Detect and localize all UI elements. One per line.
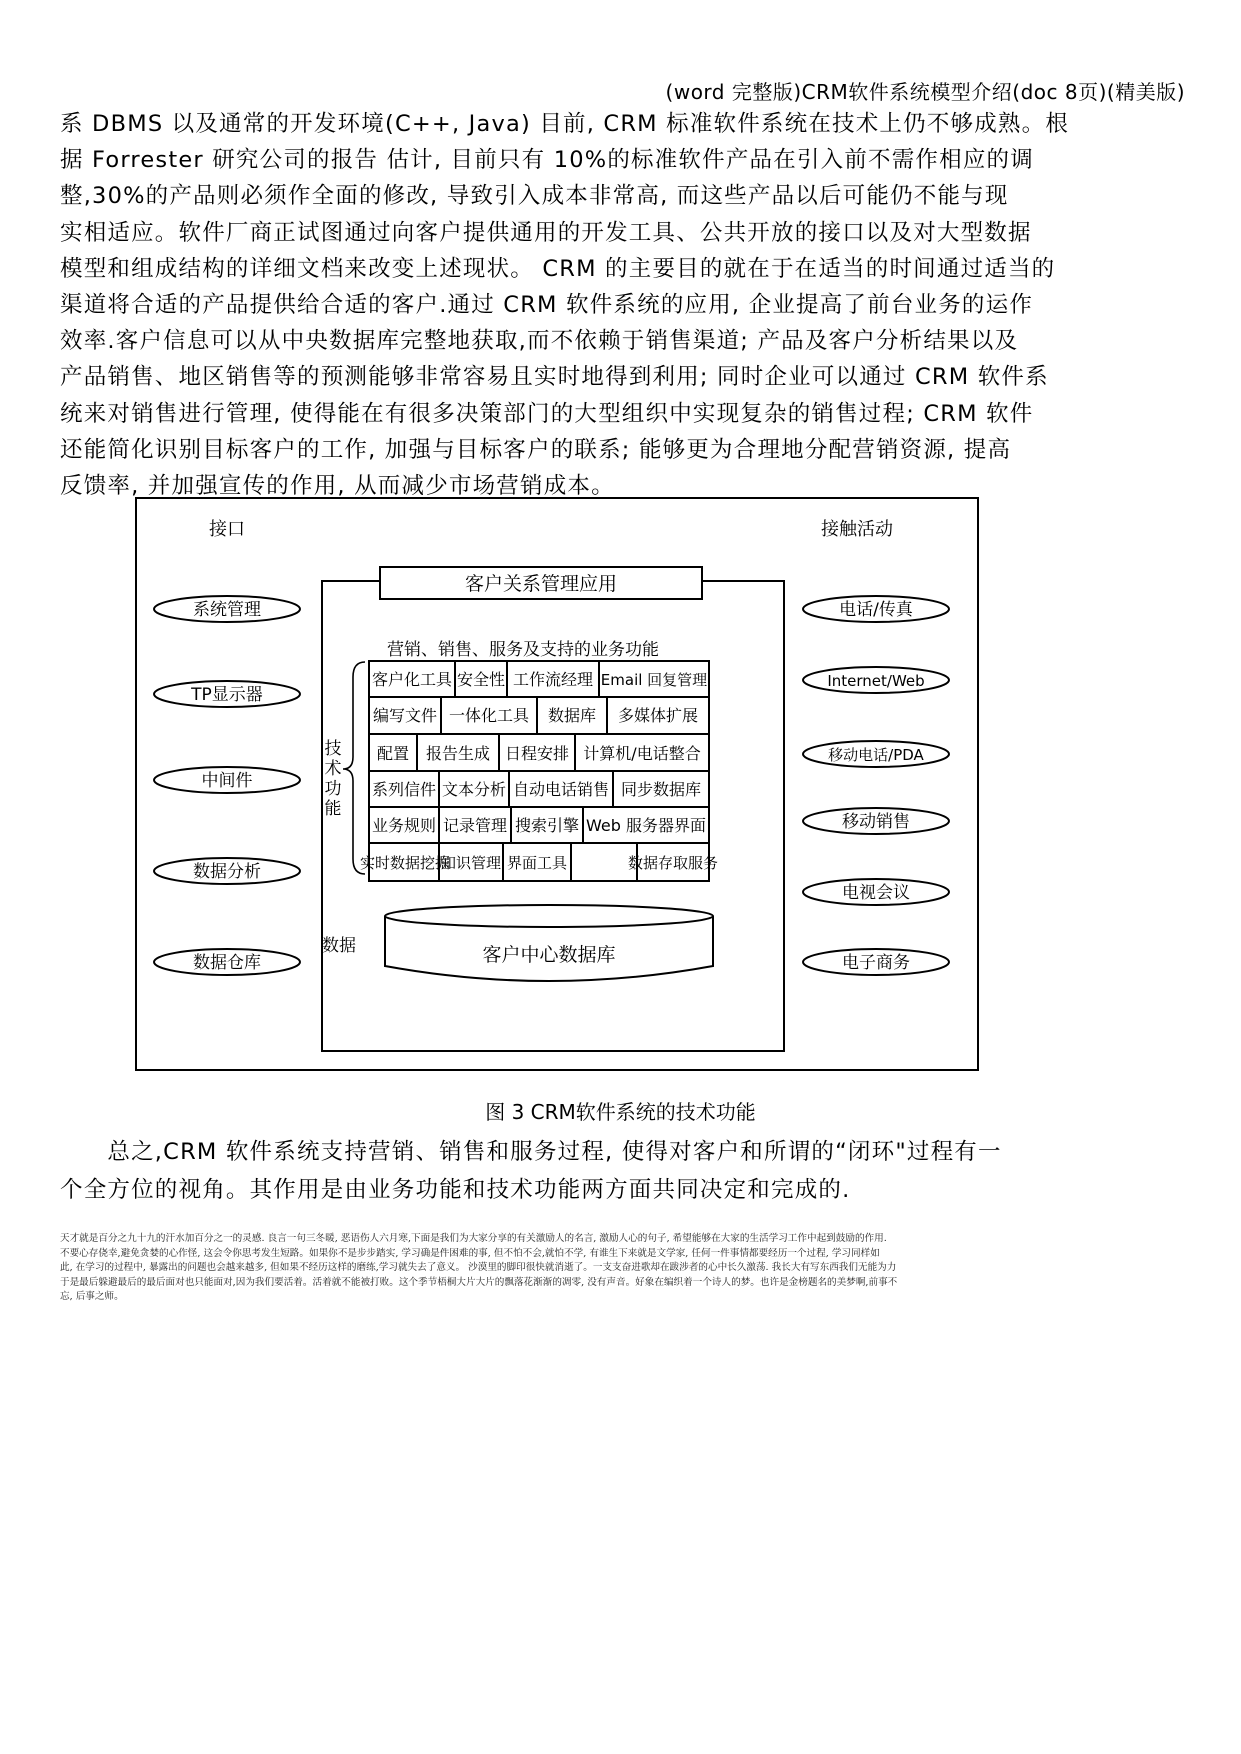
footer-line: 此, 在学习的过程中, 暴露出的问题也会越来越多, 但如果不经历这样的磨练,学习就失去了意义。 沙漠里的脚印很快就消逝了。一支支奋进歌却在跋涉者的心中长久激荡. 我长大有写东西我们无能为力 [60,1262,897,1274]
right-items [803,596,949,975]
data-label: 数据 [322,936,356,956]
tech-function-char: 术 [324,759,342,779]
grid-cell: 知识管理 [440,854,502,872]
grid-cell: 界面工具 [506,854,568,872]
interface-item [154,681,300,707]
text-line: 据 Forrester 研究公司的报告 估计, 目前只有 10%的标准软件产品在引入前不需作相应的调 [60,147,1034,174]
left-items [154,596,300,975]
contact-item-label: Internet/Web [827,672,925,690]
interface-item-label: 中间件 [201,771,253,791]
grid-cell: Email 回复管理 [600,671,708,689]
text-line: 统来对销售进行管理, 使得能在有很多决策部门的大型组织中实现复杂的销售过程; CRM 软件 [60,400,1034,427]
database-cylinder [385,905,713,981]
grid-cell: 计算机/电话整合 [583,744,701,763]
text-line: 渠道将合适的产品提供给合适的客户.通过 CRM 软件系统的应用, 企业提高了前台业务的运作 [60,292,1034,319]
grid-cell: Web 服务器界面 [586,816,706,835]
footer-line: 不要心存侥幸,避免贪婪的心作怪, 这会令你思考发生短路。如果你不是步步踏实, 学习确是件困难的事, 但不怕不会,就怕不学, 有谁生下来就是文学家, 任何一件事情都要经历一个过程, 学习同样如 [60,1247,880,1259]
contact-item-label: 移动销售 [842,812,910,832]
interface-item-label: 系统管理 [193,600,261,620]
grid-cell: 数据库 [547,706,597,725]
contact-item [803,879,949,905]
closing-paragraph [60,1133,1182,1209]
contact-item [803,808,949,834]
grid-cell: 一体化工具 [448,706,530,725]
grid-cell: 实时数据挖掘 [359,854,451,872]
grid-cell: 文本分析 [441,780,507,799]
tech-function-char: 功 [324,779,342,799]
interface-item [154,596,300,622]
grid-cell: 同步数据库 [620,780,702,799]
grid-cell: 日程安排 [504,744,570,763]
text-line: 实相适应。软件厂商正试图通过向客户提供通用的开发工具、公共开放的接口以及对大型数据 [60,219,1032,246]
tech-function-brace [343,662,365,874]
footer-line: 忘, 后事之师。 [60,1291,124,1303]
interface-item-label: 数据分析 [193,862,261,882]
tech-function-char: 能 [324,799,342,819]
grid-cell: 报告生成 [425,744,491,763]
contact-activities-title: 接触活动 [821,519,893,540]
contact-item [803,741,949,767]
grid-cell: 记录管理 [442,816,508,835]
grid-cell: 业务规则 [371,816,437,835]
cylinder-top [385,905,713,927]
business-functions-label: 营销、销售、服务及支持的业务功能 [387,640,659,660]
interface-title: 接口 [209,519,245,540]
contact-item-label: 移动电话/PDA [828,746,924,764]
grid-cell: 数据存取服务 [627,854,719,872]
grid-cell: 工作流经理 [512,670,594,689]
contact-item [803,667,949,693]
crm-diagram-svg [137,499,977,1069]
contact-item-label: 电视会议 [842,883,910,903]
grid-cell: 搜索引擎 [514,816,580,835]
grid-cell: 编写文件 [372,706,438,725]
text-line: 整,30%的产品则必须作全面的修改, 导致引入成本非常高, 而这些产品以后可能仍不能与现 [60,183,1009,210]
database-label: 客户中心数据库 [482,944,616,966]
text-line: 产品销售、地区销售等的预测能够非常容易且实时地得到利用; 同时企业可以通过 CRM 软件系 [60,364,1049,391]
page-header: (word 完整版)CRM软件系统模型介绍(doc 8页)(精美版) [665,80,1185,104]
contact-item-label: 电话/传真 [839,600,913,620]
contact-item [803,949,949,975]
interface-item-label: TP显示器 [191,685,263,705]
tech-function-char: 技 [324,739,342,759]
grid-cell: 系列信件 [371,780,437,799]
grid-cell: 客户化工具 [371,670,453,689]
text-line: 个全方位的视角。其作用是由业务功能和技术功能两方面共同决定和完成的. [60,1177,851,1203]
text-line: 模型和组成结构的详细文档来改变上述现状。 CRM 的主要目的就在于在适当的时间通过适当的 [60,255,1056,282]
interface-item-label: 数据仓库 [193,953,261,973]
figure-caption: 图 3 CRM软件系统的技术功能 [485,1100,756,1124]
text-line: 反馈率, 并加强宣传的作用, 从而减少市场营销成本。 [60,473,615,500]
grid-cell: 自动电话销售 [512,780,610,799]
crm-diagram [135,497,979,1071]
interface-item [154,949,300,975]
text-line: 系 DBMS 以及通常的开发环境(C++, Java) 目前, CRM 标准软件系统在技术上仍不够成熟。根 [60,111,1070,137]
interface-item [154,767,300,793]
text-line: 还能简化识别目标客户的工作, 加强与目标客户的联系; 能够更为合理地分配营销资源, 提高 [60,436,1012,463]
function-grid [360,661,718,881]
contact-item [803,596,949,622]
grid-cell: 多媒体扩展 [617,706,699,725]
contact-item-label: 电子商务 [842,953,910,973]
interface-item [154,858,300,884]
body-paragraph [60,106,1182,504]
grid-cell: 安全性 [456,670,506,689]
footer-text [60,1232,1190,1305]
grid-cell: 配置 [376,744,410,763]
text-line: 总之,CRM 软件系统支持营销、销售和服务过程, 使得对客户和所谓的“闭环"过程有一 [60,1139,1002,1165]
text-line: 效率.客户信息可以从中央数据库完整地获取,而不依赖于销售渠道; 产品及客户分析结果以及 [60,328,1019,355]
footer-line: 天才就是百分之九十九的汗水加百分之一的灵感. 良言一句三冬暖, 恶语伤人六月寒,下面是我们为大家分享的有关激励人的名言, 激励人心的句子, 希望能够在大家的生活学习工作中起到鼓励的作用. [60,1233,887,1244]
footer-line: 于是最后躲避最后的最后面对也只能面对,因为我们要活着。活着就不能被打败。这个季节梧桐大片大片的飘落花渐渐的凋零, 没有声音。好象在编织着一个诗人的梦。也许是金榜题名的美梦啊,前事不 [60,1276,898,1288]
application-title: 客户关系管理应用 [464,573,618,595]
